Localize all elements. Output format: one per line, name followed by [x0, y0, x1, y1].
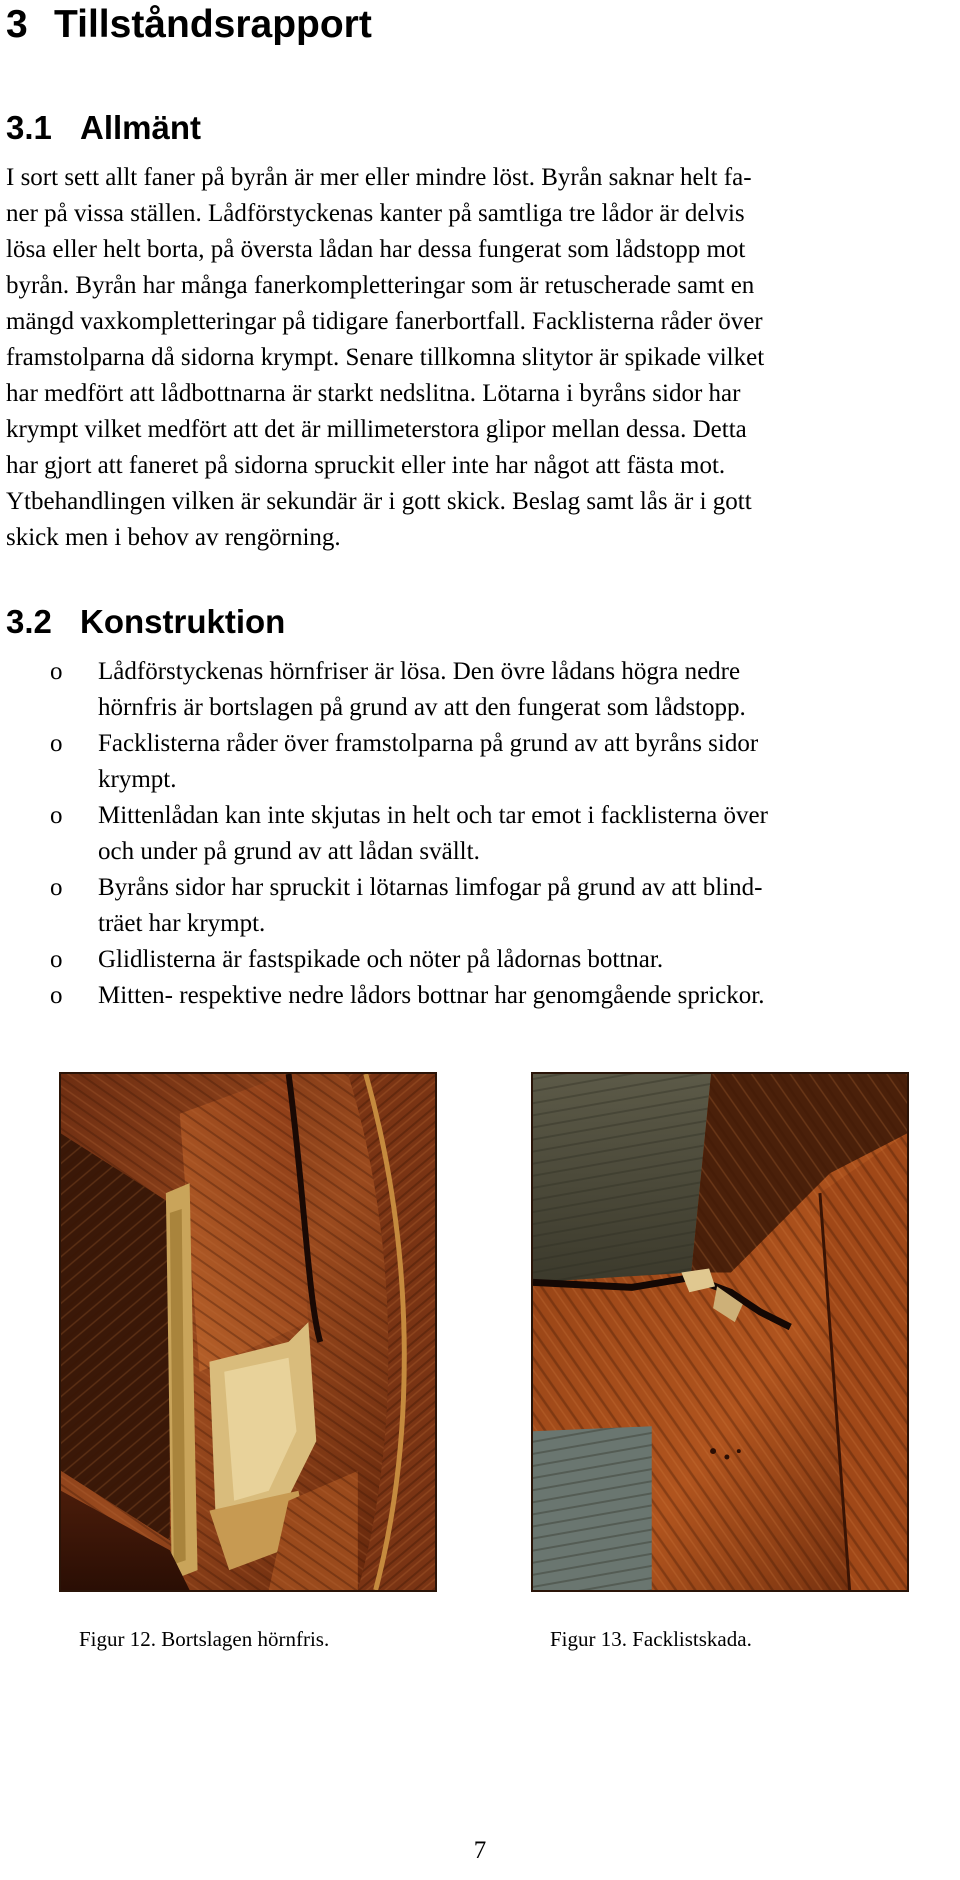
bullet-marker: o: [50, 730, 63, 757]
section-heading-construction: [6, 602, 285, 642]
list-item: [6, 798, 954, 870]
paragraph-line: krympt vilket medfört att det är millimeterstora glipor mellan dessa. Detta: [6, 416, 747, 443]
list-item: [6, 942, 954, 978]
paragraph-line: Ytbehandlingen vilken är sekundär är i gott skick. Beslag samt lås är i gott: [6, 488, 752, 515]
construction-list: [6, 654, 954, 1014]
list-item-line: Byråns sidor har spruckit i lötarnas limfogar på grund av att blind-: [98, 874, 763, 901]
paragraph-line: skick men i behov av rengörning.: [6, 524, 341, 551]
bullet-marker: o: [50, 946, 63, 973]
paragraph-line: har gjort att faneret på sidorna spruckit eller inte har något att fästa mot.: [6, 452, 726, 479]
list-item: [6, 654, 954, 726]
figure-13-caption: Figur 13. Facklistskada.: [550, 1627, 752, 1651]
paragraph-line: I sort sett allt faner på byrån är mer eller mindre löst. Byrån saknar helt fa-: [6, 164, 752, 191]
fack-strip-damage-image: [533, 1074, 907, 1590]
bullet-marker: o: [50, 658, 63, 685]
list-item-line: Mittenlådan kan inte skjutas in helt och tar emot i facklisterna över: [98, 802, 768, 829]
chapter-title: Tillståndsrapport: [54, 3, 372, 46]
list-item-line: Facklisterna råder över framstolparna på grund av att byråns sidor: [98, 730, 759, 757]
list-item-line: och under på grund av att lådan svällt.: [98, 838, 480, 865]
section-title: Allmänt: [80, 109, 202, 146]
list-item-line: Mitten- respektive nedre lådors bottnar har genomgående sprickor.: [98, 982, 765, 1009]
list-item: [6, 726, 954, 798]
list-item-line: träet har krympt.: [98, 910, 266, 937]
bullet-marker: o: [50, 982, 63, 1009]
list-item: [6, 978, 954, 1014]
chapter-heading: [6, 2, 372, 48]
figure-12-photo: [59, 1072, 437, 1592]
section-heading-general: [6, 108, 201, 148]
paragraph-line: mängd vaxkompletteringar på tidigare fanerbortfall. Facklisterna råder över: [6, 308, 763, 335]
list-item-line: hörnfris är bortslagen på grund av att den fungerat som lådstopp.: [98, 694, 746, 721]
general-paragraph: [6, 160, 954, 556]
figure-13-photo: [531, 1072, 909, 1592]
paragraph-line: lösa eller helt borta, på översta lådan har dessa fungerat som lådstopp mot: [6, 236, 746, 263]
paragraph-line: har medfört att lådbottnarna är starkt nedslitna. Lötarna i byråns sidor har: [6, 380, 741, 407]
broken-frieze-image: [61, 1074, 435, 1590]
list-item-line: Glidlisterna är fastspikade och nöter på lådornas bottnar.: [98, 946, 664, 973]
list-item-line: krympt.: [98, 766, 177, 793]
list-item: [6, 870, 954, 942]
section-number: 3.2: [6, 603, 52, 640]
paragraph-line: framstolparna då sidorna krympt. Senare tillkomna slitytor är spikade vilket: [6, 344, 765, 371]
section-number: 3.1: [6, 109, 52, 146]
section-title: Konstruktion: [80, 603, 286, 640]
bullet-marker: o: [50, 802, 63, 829]
chapter-number: 3: [6, 3, 28, 46]
paragraph-line: ner på vissa ställen. Lådförstyckenas kanter på samtliga tre lådor är delvis: [6, 200, 745, 227]
paragraph-line: byrån. Byrån har många fanerkompletteringar som är retuscherade samt en: [6, 272, 755, 299]
page-number: 7: [473, 1837, 487, 1864]
figure-12-caption: Figur 12. Bortslagen hörnfris.: [79, 1627, 330, 1651]
bullet-marker: o: [50, 874, 63, 901]
list-item-line: Lådförstyckenas hörnfriser är lösa. Den övre lådans högra nedre: [98, 658, 741, 685]
